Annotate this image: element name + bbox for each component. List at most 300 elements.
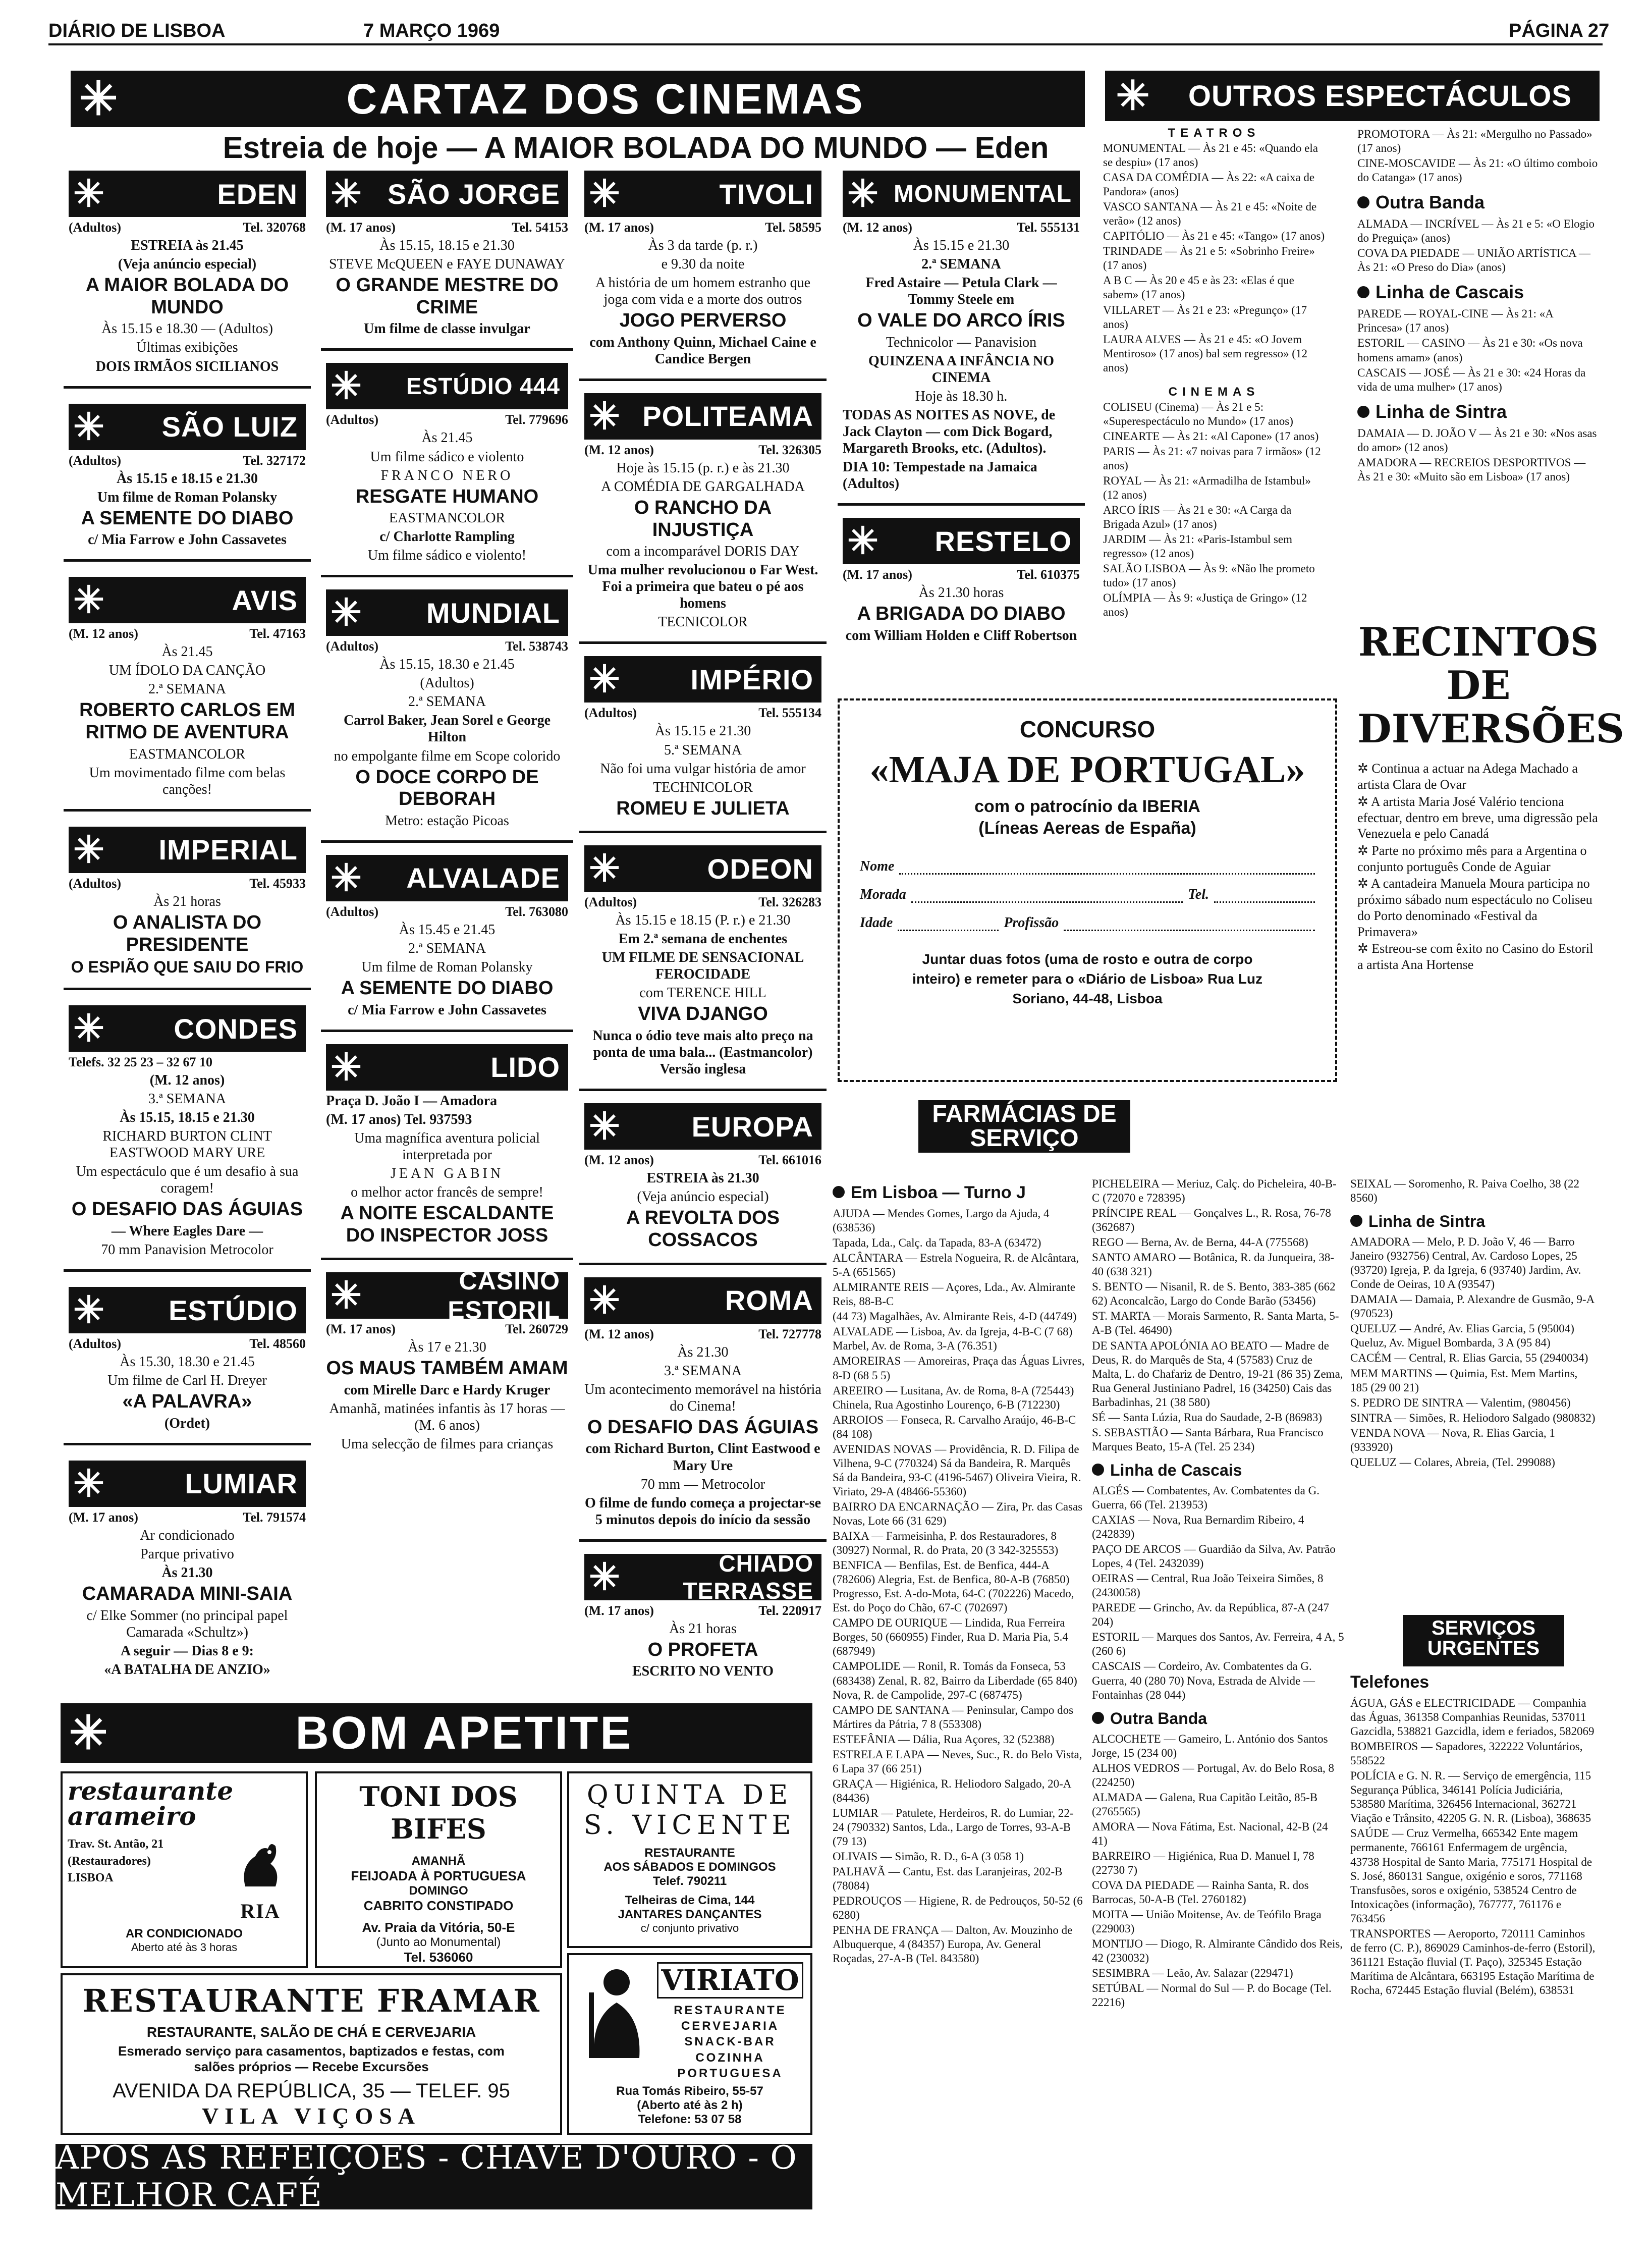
asterisk-icon: ✳ (73, 828, 104, 871)
ad-line: (Aberto até às 2 h) (637, 2098, 743, 2112)
session-line: Às 15.15, 18.15 e 21.30 (120, 1110, 255, 1126)
ad-framar (61, 1973, 562, 2135)
film-title: O DESAFIO DAS ÁGUIAS (71, 1199, 303, 1220)
extra-line: 70 mm — Metrocolor (640, 1476, 765, 1492)
session-line: UM ÍDOLO DA CANÇÃO (108, 663, 266, 679)
list-item: ✲ Continua a actuar na Adega Machado a artista Clara de Ovar (1357, 761, 1578, 792)
section-heading: Em Lisboa — Turno J (851, 1183, 1026, 1202)
section-heading: Linha de Sintra (1376, 401, 1507, 422)
outros-banner (1105, 71, 1600, 121)
asterisk-icon: ✳ (73, 1289, 104, 1331)
concurso-label: CONCURSO (1019, 716, 1156, 742)
form-label: Nome (860, 858, 895, 874)
list-item: ALHOS VEDROS — Portugal, Av. do Belo Rosa, 8 (224250) (1092, 1761, 1335, 1789)
extra-line: QUINZENA A INFÂNCIA NO CINEMA (868, 353, 1054, 386)
list-item: ST. MARTA — Morais Sarmento, R. Santa Marta, 5-A-B (Tel. 46490) (1092, 1310, 1339, 1337)
age-rating: (Adultos) (584, 895, 637, 910)
phone: Tel. 661016 (758, 1153, 821, 1168)
phone: (M. 17 anos) Tel. 937593 (326, 1111, 472, 1127)
session-line: Às 21.45 (161, 644, 213, 660)
list-item: MONUMENTAL — Às 21 e 45: «Quando ela se despiu» (17 anos) (1103, 142, 1318, 169)
ad-line: (Junto ao Monumental) (376, 1935, 501, 1949)
form-label: Profissão (1004, 915, 1059, 931)
phone: Tel. 610375 (1017, 567, 1080, 582)
extra-line: Um movimentado filme com belas canções! (89, 765, 286, 797)
phone: Tel. 791574 (243, 1509, 306, 1525)
session-line: 2.ª SEMANA (148, 681, 226, 697)
session-line: Às 3 da tarde (p. r.) (648, 238, 758, 253)
cartaz-banner (71, 71, 1085, 127)
film-title: A SEMENTE DO DIABO (81, 507, 294, 529)
recintos-column (1357, 619, 1624, 974)
list-item: TRINDADE — Às 21 e 5: «Sobrinho Freire» (17 anos) (1103, 245, 1315, 272)
tel-field[interactable] (1214, 889, 1315, 903)
session-line: Fred Astaire — Petula Clark — Tommy Steele em (865, 275, 1057, 308)
session-line: Às 15.15 e 21.30 (654, 723, 751, 739)
ad-name: VIRIATO (657, 1962, 803, 1999)
nome-field[interactable] (899, 861, 1315, 875)
list-item: ✲ Parte no próximo mês para a Argentina o conjunto português Conde de Aguiar (1357, 843, 1587, 874)
session-line: Ar condicionado (140, 1527, 235, 1543)
session-line: Às 21.45 (421, 430, 473, 446)
list-item: SINTRA — Simões, R. Heliodoro Salgado (980832) (1350, 1411, 1596, 1424)
ad-toni-dos-bifes (315, 1771, 562, 1968)
film-title: O RANCHO DA INJUSTIÇA (634, 497, 772, 541)
session-line: STEVE McQUEEN e FAYE DUNAWAY (328, 256, 566, 273)
list-item: SALÃO LISBOA — Às 9: «Não lhe prometo tudo» (17 anos) (1103, 562, 1315, 589)
ad-name: RESTAURANTE FRAMAR (82, 1982, 540, 2019)
list-item: SAÚDE — Cruz Vermelha, 665342 Ente magem permanente, 766161 Enfermagem de urgência, 43738 Hospital de Santo Maria, 775171 Hospital de S. José, 860131 Sangue, oxigénio e soros, 771168 Transfusões, soros e oxigénio, 538524 Centro de Intoxicações (informação), 767777, 761176 e 763456 (1350, 1827, 1592, 1925)
film-title: O DESAFIO DAS ÁGUIAS (587, 1416, 819, 1438)
ad-line: c/ conjunto privativo (640, 1921, 739, 1934)
form-row-morada[interactable] (860, 887, 1315, 903)
list-item: PALHAVÃ — Cantu, Est. das Laranjeiras, 202-B (78084) (833, 1865, 1063, 1893)
cinema-name: ODEON (707, 852, 813, 885)
list-item: CAMPO DE SANTANA — Peninsular, Campo dos Mártires da Pátria, 7 8 (553308) (833, 1703, 1074, 1731)
film-title: «A PALAVRA» (122, 1391, 252, 1413)
cinema-imperio (579, 656, 827, 833)
cinema-name: ROMA (725, 1284, 813, 1317)
section-heading: Linha de Sintra (1368, 1212, 1486, 1231)
ad-line: DOMINGO (409, 1884, 468, 1898)
film-title: A REVOLTA DOS COSSACOS (626, 1207, 780, 1251)
list-item: AREEIRO — Lusitana, Av. de Roma, 8-A (725443) Chinela, Rua Agostinho Lourenço, 6-B (712230) (833, 1384, 1074, 1411)
extra-line: com Richard Burton, Clint Eastwood e Mary Ure (585, 1441, 820, 1474)
asterisk-icon: ✳ (847, 520, 878, 562)
phone: Tel. 326283 (758, 895, 821, 910)
section-heading: Outra Banda (1110, 1709, 1207, 1727)
extra-line: c/ Mia Farrow e John Cassavetes (348, 1002, 546, 1018)
film-title: VIVA DJANGO (638, 1003, 768, 1025)
bullet-icon (1357, 406, 1369, 418)
form-label: Tel. (1188, 887, 1209, 902)
session-line: FRANCO NERO (380, 467, 514, 483)
list-item: SÉ — Santa Lúzia, Rua do Saudade, 2-B (86983) (1092, 1411, 1323, 1424)
ad-line: LISBOA (68, 1871, 114, 1885)
ad-line: AVENIDA DA REPÚBLICA, 35 — TELEF. 95 (113, 2080, 510, 2102)
list-item: ROYAL — Às 21: «Armadilha de Istambul» (12 anos) (1103, 474, 1311, 502)
film-title: CAMARADA MINI-SAIA (82, 1583, 293, 1604)
section-heading: Outra Banda (1376, 192, 1485, 213)
list-item: CASA DA COMÉDIA — Às 22: «A caixa de Pandora» (anos) (1103, 171, 1315, 198)
asterisk-icon: ✳ (79, 73, 118, 125)
cinema-saoluiz (64, 404, 311, 562)
cinema-name: IMPÉRIO (690, 663, 813, 695)
cinema-estudio444 (321, 363, 573, 577)
phone: Tel. 763080 (505, 904, 568, 919)
list-item: VASCO SANTANA — Às 21 e 45: «Noite de verão» (12 anos) (1103, 200, 1317, 228)
telefones-heading: Telefones (1350, 1672, 1430, 1692)
farmacias-col-2 (1092, 1176, 1344, 2011)
session-line: Hoje às 15.15 (p. r.) e às 21.30 (616, 460, 790, 476)
cinema-politeama (579, 393, 827, 644)
cinema-restelo (838, 518, 1085, 655)
phone: Tel. 538743 (505, 639, 568, 654)
extra-line: ESCRITO NO VENTO (632, 1663, 774, 1680)
extra-line: com William Holden e Cliff Robertson (845, 627, 1077, 643)
cinema-name: LIDO (490, 1051, 560, 1084)
ad-line: Aberto até às 3 horas (131, 1941, 238, 1954)
ad-line: FEIJOADA À PORTUGUESA (351, 1868, 526, 1883)
farmacias-title: FARMÁCIAS DE SERVIÇO (918, 1100, 1130, 1153)
cinema-name: SÃO LUIZ (161, 411, 298, 443)
farmacias-col-1 (833, 1176, 1085, 1967)
asterisk-icon: ✳ (73, 405, 104, 448)
list-item: POLÍCIA e G. N. R. — Serviço de emergência, 115 Segurança Pública, 346141 Polícia Judiciária, 538580 Marítima, 326456 Internacional, 362721 Viação e Trânsito, 42205 G. N. R. (Lisboa), 368635 (1350, 1769, 1591, 1825)
asterisk-icon: ✳ (69, 1707, 108, 1759)
ad-line: Telef. 790211 (652, 1874, 727, 1888)
asterisk-icon: ✳ (330, 1274, 362, 1317)
asterisk-icon: ✳ (330, 856, 362, 899)
phone: Tel. 555134 (758, 706, 821, 721)
concurso-sponsor-note: (Líneas Aereas de España) (978, 819, 1196, 838)
phone: Tel. 54153 (512, 220, 568, 235)
session-line: Um filme sádico e violento (370, 449, 524, 465)
list-item: JARDIM — Às 21: «Paris-Istambul sem regresso» (12 anos) (1103, 533, 1293, 560)
list-item: COLISEU (Cinema) — Às 21 e 5: «Superespectáculo no Mundo» (17 anos) (1103, 400, 1293, 427)
ad-line: JANTARES DANÇANTES (618, 1907, 762, 1921)
asterisk-icon: ✳ (73, 579, 104, 621)
form-row-nome[interactable] (860, 858, 1315, 875)
recintos-title: RECINTOS DE DIVERSÕES (1357, 619, 1624, 752)
ad-quinta-s-vicente (567, 1771, 812, 1948)
list-item: ALCOCHETE — Gameiro, L. António dos Santos Jorge, 15 (234 00) (1092, 1732, 1328, 1759)
viriato-logo (576, 1962, 657, 2081)
asterisk-icon: ✳ (588, 847, 620, 890)
list-item: BENFICA — Benfilas, Est. de Benfica, 444-A (782606) Alegria, Est. de Benfica, 80-A-B (76850) Progresso, Est. A-do-Mota, 64-C (702226) Macedo, Est. do Poço do Chão, 67-C (702697) (833, 1559, 1074, 1614)
session-line: Um filme de Carl H. Dreyer (107, 1373, 267, 1389)
list-item: ÁGUA, GÁS e ELECTRICIDADE — Companhia das Águas, 361358 Companhias Reunidas, 537011 Gazcidla, 538821 Gazcidla, idem e feriados, 582069 (1350, 1697, 1595, 1738)
form-row-idade[interactable] (860, 915, 1315, 931)
phone: Tel. 47163 (249, 626, 306, 641)
list-item: ARROIOS — Fonseca, R. Carvalho Araújo, 46-B-C (84 108) (833, 1413, 1076, 1440)
list-item: CAMPO DE OURIQUE — Lindida, Rua Ferreira Borges, 50 (660955) Finder, Rua D. Maria Pia, 5.4 (687949) (833, 1616, 1068, 1658)
list-item: ALCÂNTARA — Estrela Nogueira, R. de Alcântara, 5-A (651565) (833, 1252, 1079, 1279)
extra-line: com Anthony Quinn, Michael Caine e Candice Bergen (589, 334, 816, 367)
ad-viriato (567, 1953, 812, 2135)
cinema-name: EDEN (217, 178, 298, 210)
session-line: com TERENCE HILL (639, 985, 766, 1001)
concurso-sponsor: com o patrocínio da IBERIA (974, 797, 1200, 816)
list-item: MEM MARTINS — Quimia, Est. Mem Martins, 185 (29 00 21) (1350, 1367, 1578, 1394)
phone: Tel. 327172 (243, 453, 306, 468)
session-line: 2.ª SEMANA (408, 940, 486, 956)
session-line: Às 15.15, 18.30 e 21.45 (379, 657, 515, 673)
asterisk-icon: ✳ (73, 1462, 104, 1504)
rooster-logo (220, 1836, 301, 1923)
list-item: SANTO AMARO — Botânica, R. da Junqueira, 38-40 (638 321) (1092, 1251, 1334, 1278)
farmacias-col-3 (1350, 1176, 1598, 1471)
extra-line: Nunca o ódio teve mais alto preço na ponta de uma bala... (Eastmancolor) Versão inglesa (592, 1028, 813, 1077)
asterisk-icon: ✳ (330, 1046, 362, 1088)
session-line: UM FILME DE SENSACIONAL FEROCIDADE (601, 950, 804, 983)
cinema-odeon (579, 845, 827, 1091)
form-label: Idade (860, 915, 893, 931)
phone: Tel. 779696 (505, 412, 568, 427)
concurso-instructions: Juntar duas fotos (uma de rosto e outra de corpo inteiro) e remeter para o «Diário de Lisboa» Rua Luz Soriano, 44-48, Lisboa (912, 951, 1262, 1007)
extra-line: A seguir — Dias 8 e 9: (121, 1643, 254, 1659)
list-item: PAREDE — ROYAL-CINE — Às 21: «A Princesa» (17 anos) (1357, 307, 1553, 335)
logo-text: RIA (240, 1900, 281, 1922)
list-item: S. PEDRO DE SINTRA — Valentim, (980456) (1350, 1396, 1571, 1409)
list-item: ALGÉS — Combatentes, Av. Combatentes da G. Guerra, 66 (Tel. 213953) (1092, 1484, 1320, 1511)
session-line: 5.ª SEMANA (664, 742, 742, 758)
session-line: Às 21 horas (153, 893, 221, 909)
extra-line: EASTMANCOLOR (129, 746, 246, 762)
asterisk-icon: ✳ (73, 1007, 104, 1050)
asterisk-icon: ✳ (588, 1279, 620, 1321)
list-item: CAMPOLIDE — Ronil, R. Tomás da Fonseca, 53 (683438) Zenal, R. 82, Bairro da Liberdade (65 840) Nova, R. de Campolide, 297-C (687475) (833, 1660, 1077, 1701)
cinema-name: CASINO ESTORIL (448, 1267, 560, 1325)
cinema-imperial (64, 827, 311, 990)
cinema-name: MUNDIAL (426, 597, 560, 629)
list-item: CAPITÓLIO — Às 21 e 45: «Tango» (17 anos) (1103, 230, 1325, 243)
ad-line: Esmerado serviço para casamentos, baptizados e festas, com salões próprios — Recebe Excursões (118, 2043, 505, 2074)
extra-line: Últimas exibições (136, 340, 238, 356)
phone: Telefs. 32 25 23 – 32 67 10 (69, 1055, 213, 1070)
asterisk-icon: ✳ (330, 591, 362, 634)
session-line: 2.ª SEMANA (921, 256, 1001, 273)
list-item: ALMIRANTE REIS — Açores, Lda., Av. Almirante Reis, 88-B-C (833, 1281, 1076, 1308)
ad-line: Trav. St. Antão, 21 (68, 1838, 164, 1851)
chave-douro-banner: APÓS AS REFEIÇÕES - CHAVE D'OURO - O MELHOR CAFÉ (56, 2144, 812, 2209)
film-title: O DOCE CORPO DE DEBORAH (355, 766, 539, 810)
cinema-name: SÃO JORGE (388, 178, 560, 210)
session-line: A COMÉDIA DE GARGALHADA (601, 478, 805, 495)
list-item: BARREIRO — Higiénica, Rua D. Manuel I, 78 (22730 7) (1092, 1849, 1314, 1877)
bomapetite-banner (61, 1703, 812, 1763)
extra-line: Um filme sádico e violento! (367, 548, 527, 564)
phone: Tel. 326305 (758, 442, 821, 457)
ad-name: restaurante arameiro (68, 1776, 234, 1831)
cinema-name: LUMIAR (185, 1468, 298, 1500)
session-line: 2.ª SEMANA (408, 694, 486, 710)
session-line: Um filme de Roman Polansky (361, 959, 533, 975)
age-rating: (Adultos) (326, 904, 379, 919)
list-item: ALVALADE — Lisboa, Av. da Igreja, 4-B-C (7 68) Marbel, Av. de Roma, 3-A (76.351) (833, 1325, 1073, 1353)
film-title: O VALE DO ARCO ÍRIS (857, 310, 1065, 332)
age-rating: (M. 17 anos) (69, 1509, 138, 1525)
age-rating: (M. 17 anos) (326, 220, 396, 235)
bullet-icon (1092, 1464, 1104, 1476)
extra-line: com Mirelle Darc e Hardy Kruger (344, 1382, 551, 1398)
list-item: SEIXAL — Soromenho, R. Paiva Coelho, 38 (22 8560) (1350, 1177, 1580, 1205)
extra-line: — Where Eagles Dare — (111, 1223, 263, 1239)
age-rating: (Adultos) (69, 876, 122, 891)
asterisk-icon: ✳ (73, 173, 104, 214)
profissao-field[interactable] (1064, 917, 1315, 931)
ad-line: RESTAURANTE (644, 1846, 735, 1860)
cinema-tivoli (579, 171, 827, 381)
session-line: RICHARD BURTON CLINT EASTWOOD MARY URE (102, 1128, 272, 1161)
list-item: BAIXA — Farmeisinha, P. dos Restauradores, 8 (30927) Normal, R. do Prata, 20 (3 342-325553) (833, 1530, 1059, 1557)
extra-line: Um filme de classe invulgar (364, 321, 530, 337)
ad-line: VILA VIÇOSA (201, 2103, 421, 2129)
list-item: LUMIAR — Patulete, Herdeiros, R. do Lumiar, 22-24 (790332) Santos, Lda., Largo de Torres, 93-A-B (79 13) (833, 1806, 1074, 1848)
session-line: 3.ª SEMANA (664, 1363, 742, 1379)
extra-line: TODAS AS NOITES AS NOVE, de Jack Clayton — com Dick Bogard, Margareth Brooks, etc. (Adultos). (843, 407, 1056, 456)
session-line: (Veja anúncio especial) (637, 1189, 769, 1205)
phone: Tel. 320768 (243, 220, 306, 235)
session-line: Um espectáculo que é um desafio à sua coragem! (76, 1164, 299, 1197)
concurso-title: «MAJA DE PORTUGAL» (869, 748, 1305, 791)
film-title: A SEMENTE DO DIABO (341, 978, 554, 999)
list-item: REGO — Berna, Av. de Berna, 44-A (775568) (1092, 1236, 1308, 1249)
asterisk-icon: ✳ (330, 365, 362, 407)
list-item: SETÚBAL — Normal do Sul — P. do Bocage (Tel. 22216) (1092, 1982, 1332, 2009)
list-item: DAMAIA — Damaia, P. Alexandre de Gusmão, 9-A (970523) (1350, 1293, 1594, 1320)
film-title: O PROFETA (647, 1639, 758, 1660)
cinema-name: IMPERIAL (158, 834, 298, 866)
rooster-icon (230, 1836, 291, 1897)
servicos-list (1350, 1670, 1598, 1999)
list-item: PENHA DE FRANÇA — Dalton, Av. Mouzinho de Albuquerque, 4 (84357) Europa, Av. General Roçadas, 27-A-B (Tel. 843580) (833, 1924, 1073, 1965)
phone: Tel. 45933 (249, 876, 306, 891)
ad-line: RESTAURANTE, SALÃO DE CHÁ E CERVEJARIA (146, 2024, 476, 2040)
list-item: ✲ A cantadeira Manuela Moura participa no próximo sábado num espectáculo no Coliseu do Porto denominado «Festival da Primavera» (1357, 876, 1592, 939)
session-line: ESTREIA às 21.45 (131, 238, 244, 253)
bullet-icon (833, 1186, 845, 1198)
cinema-eden (64, 171, 311, 389)
age-rating: (Adultos) (69, 220, 122, 235)
list-item: PAREDE — Grincho, Av. da República, 87-A (247 204) (1092, 1601, 1329, 1629)
film-title: OS MAUS TAMBÉM AMAM (326, 1358, 568, 1379)
session-line: JEAN GABIN (390, 1165, 504, 1181)
session-line: TECHNICOLOR (653, 779, 753, 795)
list-item: DE SANTA APOLÓNIA AO BEATO — Madre de Deus, R. do Marquês de Sta, 4 (57583) Cruz de Malta, L. do Chafariz de Dentro, 19-21 (86 35) Zema, Rua General Justiniano Padrel, 16 (34250) Cais das Barbadinhas, 21 (38 580) (1092, 1339, 1343, 1409)
age-rating: (M. 12 anos) (843, 220, 912, 235)
age-rating: (M. 17 anos) (584, 1603, 654, 1618)
session-line: no empolgante filme em Scope colorido (334, 748, 561, 764)
ad-line: AMANHÃ (411, 1854, 466, 1868)
cinema-casino-estoril (321, 1267, 573, 1464)
age-rating: (M. 17 anos) (843, 567, 912, 582)
list-item: TRANSPORTES — Aeroporto, 720111 Caminhos de ferro (C. P.), 869029 Caminhos-de-ferro (Estoril), 361121 Estação fluvial (T. Paço), 325345 Estação Marítima de Alcântara, 663195 Estação Marítima de Rocha, 672445 Estação fluvial (Belém), 638531 (1350, 1927, 1596, 1996)
list-item: BAIRRO DA ENCARNAÇÃO — Zira, Pr. das Casas Novas, Lote 66 (31 629) (833, 1500, 1083, 1527)
list-item: MONTIJO — Diogo, R. Almirante Cândido dos Reis, 42 (230032) (1092, 1937, 1343, 1965)
film-title: ROMEU E JULIETA (616, 797, 790, 819)
cinema-lido (321, 1044, 573, 1261)
session-line: Um filme de Roman Polansky (97, 489, 278, 505)
extra-line: O filme de fundo começa a projectar-se 5 minutos depois do início da sessão (584, 1495, 821, 1528)
list-item: MOITA — União Moitense, Av. de Teófilo Braga (229003) (1092, 1908, 1322, 1935)
film-title: JOGO PERVERSO (619, 310, 787, 332)
cinema-monumental (838, 171, 1085, 506)
extra-line: DIA 10: Tempestade na Jamaica (Adultos) (843, 459, 1037, 492)
teatros-list (1103, 126, 1325, 620)
cinema-avis (64, 577, 311, 812)
cinema-column-4 (838, 171, 1085, 655)
cinema-mundial (321, 589, 573, 843)
film-title: RESGATE HUMANO (355, 485, 539, 507)
list-item: COVA DA PIEDADE — UNIÃO ARTÍSTICA — Às 21: «O Preso do Dia» (anos) (1357, 247, 1591, 274)
film-title: A NOITE ESCALDANTE DO INSPECTOR JOSS (340, 1202, 554, 1246)
list-item: PROMOTORA — Às 21: «Mergulho no Passado» (17 anos) (1357, 128, 1592, 155)
list-item: COVA DA PIEDADE — Rainha Santa, R. dos Barrocas, 50-A-B (Tel. 2760182) (1092, 1879, 1309, 1906)
bomapetite-title: BOM APETITE (295, 1707, 633, 1759)
session-line: Às 21.30 horas (918, 585, 1004, 601)
film-title: O ANALISTA DO PRESIDENTE (113, 911, 262, 955)
asterisk-icon: ✳ (1116, 73, 1150, 118)
extra-line: c/ Mia Farrow e John Cassavetes (88, 532, 287, 548)
session-line: Um acontecimento memorável na história do Cinema! (584, 1381, 821, 1414)
list-item: ✲ Estreou-se com êxito no Casino do Estoril a artista Ana Hortense (1357, 941, 1593, 973)
extra-line: (Ordet) (164, 1415, 210, 1431)
list-item: PRÍNCIPE REAL — Gonçalves L., R. Rosa, 76-78 (362687) (1092, 1207, 1331, 1234)
list-item: AMADORA — RECREIOS DESPORTIVOS — Às 21 e 30: «Muito são em Lisboa» (17 anos) (1357, 456, 1586, 483)
asterisk-icon: ✳ (588, 1555, 620, 1598)
idade-field[interactable] (898, 917, 999, 931)
cinema-name: ESTÚDIO (169, 1294, 298, 1326)
list-item: ALMADA — INCRÍVEL — Às 21 e 5: «O Elogio do Preguiça» (anos) (1357, 218, 1595, 245)
ad-line: Telheiras de Cima, 144 (625, 1893, 755, 1907)
phone: Tel. 727778 (758, 1326, 821, 1341)
session-line: Às 15.15, 18.15 e 21.30 (379, 238, 515, 253)
extra-line: Metro: estação Picoas (385, 813, 509, 829)
age-rating: (M. 12 anos) (149, 1072, 225, 1089)
list-item: ESTEFÂNIA — Dália, Rua Açores, 32 (52388) (833, 1733, 1055, 1746)
session-line: Às 15.15 e 18.15 e 21.30 (117, 470, 258, 487)
list-item: ESTRELA E LAPA — Neves, Suc., R. do Belo Vista, 6 Lapa 37 (66 251) (833, 1748, 1082, 1775)
cinema-alvalade (321, 855, 573, 1032)
session-line: o melhor actor francês de sempre! (351, 1184, 543, 1200)
morada-field[interactable] (911, 889, 1183, 903)
age-rating: (M. 12 anos) (584, 1326, 654, 1341)
cartaz-title: CARTAZ DOS CINEMAS (346, 75, 865, 123)
list-item: VENDA NOVA — Nova, R. Elias Garcia, 1 (933920) (1350, 1426, 1555, 1453)
cinema-name: POLITEAMA (642, 400, 813, 433)
list-item: PARIS — Às 21: «7 noivas para 7 irmãos» (12 anos) (1103, 445, 1321, 472)
asterisk-icon: ✳ (847, 173, 878, 214)
bullet-icon (1357, 286, 1369, 298)
bullet-icon (1357, 196, 1369, 208)
session-line: Às 15.30, 18.30 e 21.45 (120, 1354, 255, 1370)
age-rating: (M. 17 anos) (584, 220, 654, 235)
issue-date: 7 MARÇO 1969 (363, 20, 500, 41)
cinema-name: MONUMENTAL (893, 180, 1072, 207)
list-item: CASCAIS — Cordeiro, Av. Combatentes da G. Guerra, 40 (280 70) Nova, Estrada de Alvide — Fontainhas (28 044) (1092, 1660, 1315, 1701)
list-item: LAURA ALVES — Às 21 e 45: «O Jovem Mentiroso» (17 anos) bal sem regresso» (12 anos) (1103, 333, 1307, 374)
teatros-heading: TEATROS (1168, 126, 1260, 140)
session-line: 3.ª SEMANA (148, 1091, 226, 1107)
warrior-icon (579, 1962, 654, 2063)
ad-line: Av. Praia da Vitória, 50-E (362, 1920, 515, 1935)
list-item: AMADORA — Melo, P. D. João V, 46 — Barro Janeiro (932756) Central, Av. Cardoso Lopes, 25 (93720) Igreja, P. da Igreja, 6 (93740) Jardim, Av. Conde de Oeiras, 10 A (93547) (1350, 1235, 1581, 1291)
section-heading: Linha de Cascais (1110, 1461, 1242, 1479)
page-number: PÁGINA 27 (1509, 20, 1610, 41)
extra-line: «A BATALHA DE ANZIO» (104, 1661, 270, 1678)
list-item: CINEARTE — Às 21: «Al Capone» (17 anos) (1103, 429, 1319, 443)
